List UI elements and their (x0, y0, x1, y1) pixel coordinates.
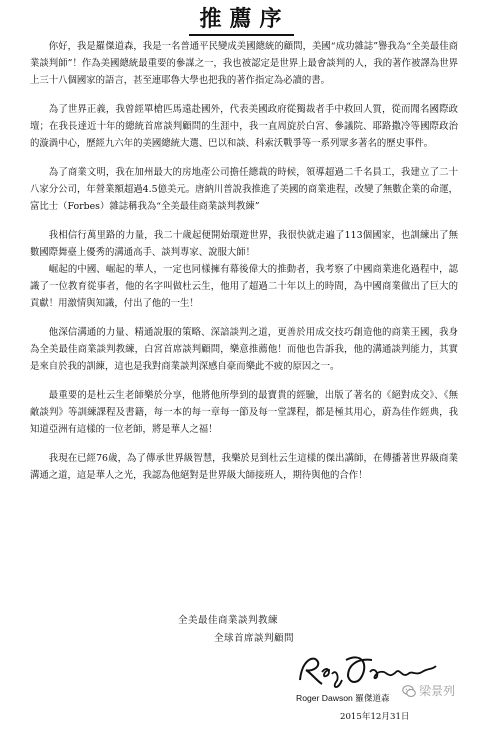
signature-date: 2015年12月31日 (340, 712, 410, 722)
paragraph-closing: 我現在已經76歲，為了傳承世界級智慧，我樂於見到杜云生這樣的傑出講師，在傳播著世界級商業溝通之道，這是華人之光，我認為他絕對是世界級大師接班人，期待與他的合作！ (30, 453, 458, 481)
document-title: 推薦序 (189, 6, 293, 36)
watermark (402, 682, 455, 699)
signer-name: Roger Dawson 羅傑道森 (296, 693, 390, 703)
paragraph-business: 為了商業文明，我在加州最大的房地產公司擔任總裁的時候，領導超過二千名員工，我建立了二十八家分公司，年營業額超過4.5億美元。唐納川普說我推進了美國的商業進程，改變了無數企業的命運，富比士（Forbes）雜誌稱我為“全美最佳商業談判教練” (30, 167, 458, 212)
watermark-text: 梁景列 (419, 684, 456, 698)
letter-body (30, 38, 458, 496)
closing-title-1: 全美最佳商業談判教練 (178, 615, 279, 626)
paragraph-rising-china: 崛起的中國、崛起的華人，一定也同樣擁有幕後偉大的推動者，我考察了中國商業進化過程中，認識了一位教育從事者，他的名字叫做杜云生，他用了超過二十年以上的時間，為中國商業做出了巨大的貢獻！用激情與知識，付出了他的一生！ (30, 264, 458, 309)
title-container (0, 6, 483, 36)
paragraph-communication: 他深信溝通的力量、精通說服的策略、深諳談判之道，更善於用成交技巧創造他的商業王國，我身為全美最佳商業談判教練，白宮首席談判顧問，樂意推薦他！而他也告訴我，他的溝通談判能力，其實是來自於我的訓練，這也是我對商業談判深感自豪而樂此不疲的原因之一。 (30, 327, 458, 372)
paragraph-intro: 你好，我是羅傑道森，我是一名普通平民變成美國總統的顧問，美國“成功雜誌”譽我為“全美最佳商業談判師”！作為美國總統最重要的參謀之一，我也被認定是世界上最會談判的人，我的著作被譯為世界上三十八個國家的語言，甚至連耶魯大學也把我的著作指定為必讀的書。 (30, 41, 458, 86)
closing-title-2: 全球首席談判顧問 (214, 633, 295, 644)
paragraph-world-justice: 為了世界正義，我曾經單槍匹馬遠赴國外，代表美國政府從獨裁者手中救回人質，從而聞名國際政壇；在我長達近十年的總統首席談判顧問的生涯中，我一直周旋於白宮、參議院、耶路撒冷等國際政治的漩渦中心，歷經九六年的美國總統大選、巴以和談、科索沃戰爭等一系列眾多著名的歷史事件。 (30, 104, 458, 149)
chat-bubble-icon (402, 684, 416, 698)
paragraph-sharing: 最重要的是杜云生老師樂於分享，他將他所學到的最寶貴的經驗，出版了著名的《絕對成交》、《無敵談判》等訓練課程及書籍，每一本的每一章每一節及每一堂課程，都是極其用心，蔚為佳作經典，我知道亞洲有這樣的一位老師，將是華人之福！ (30, 390, 458, 435)
paragraph-travel: 我相信行萬里路的力量，我二十歲起便開始環遊世界，我很快就走遍了113個國家，也訓練出了無數國際舞臺上優秀的溝通高手、談判專家、說服大師！ (30, 230, 458, 258)
